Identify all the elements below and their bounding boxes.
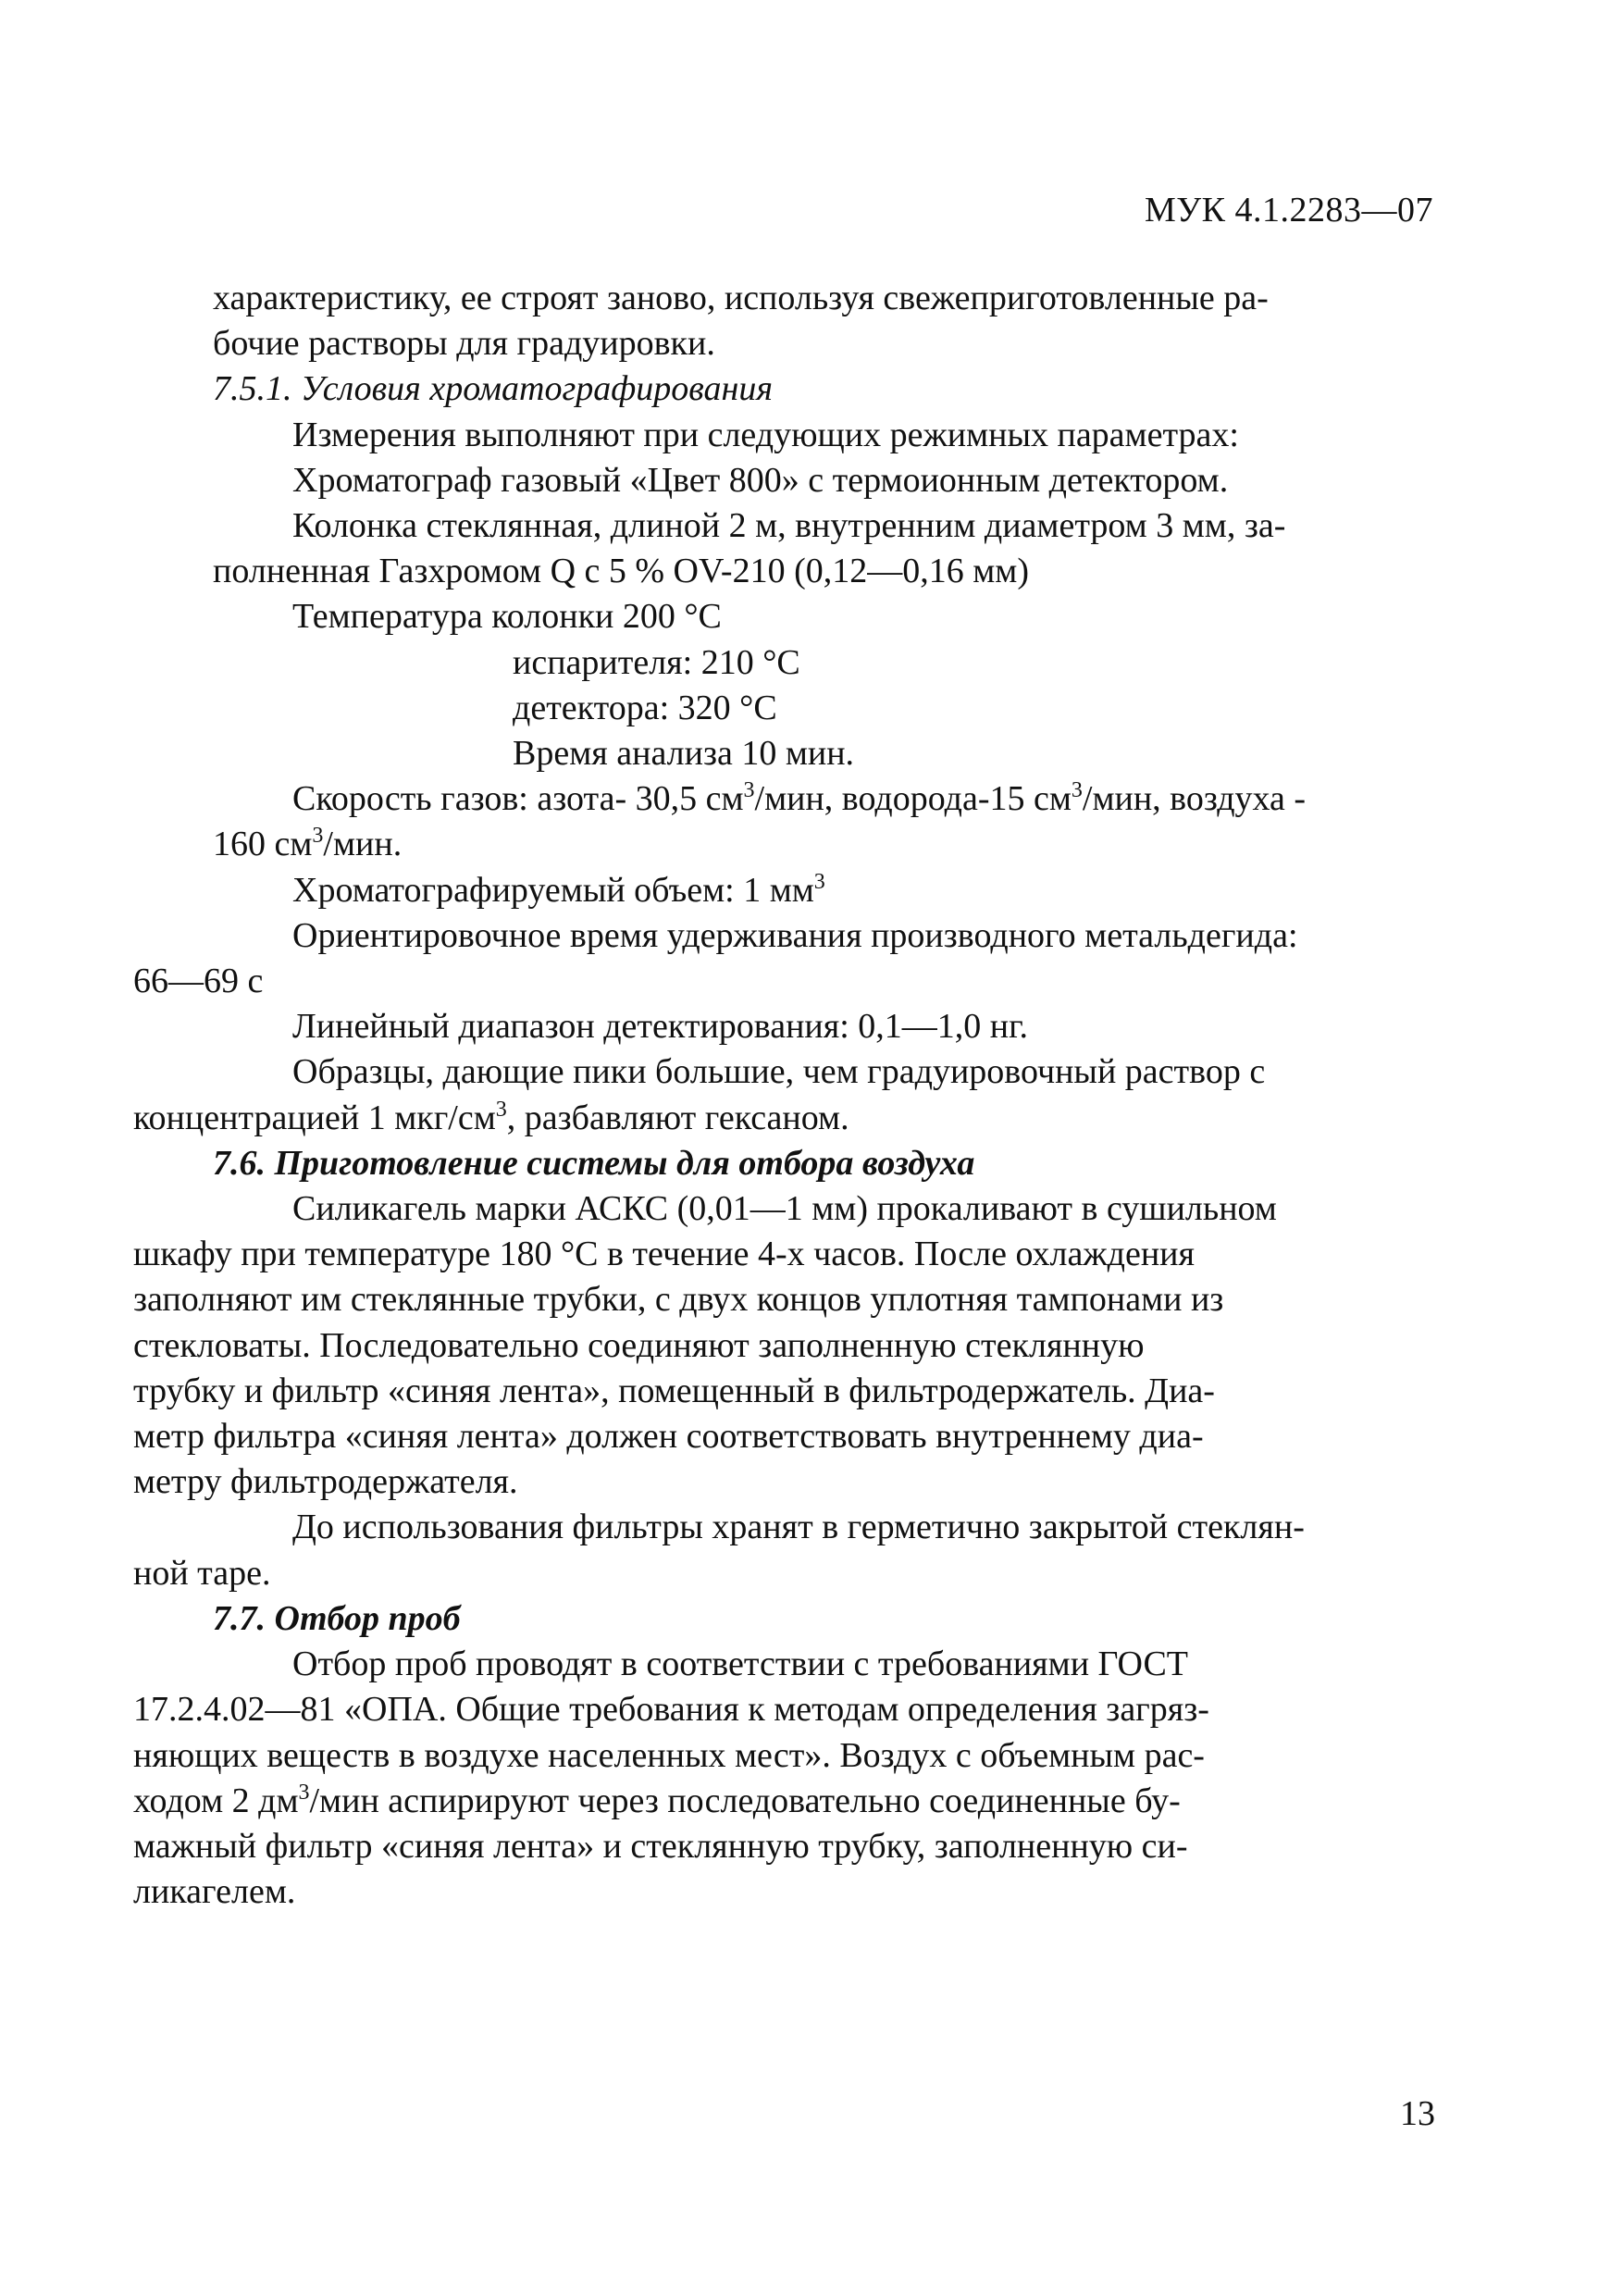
retention-line: Ориентировочное время удерживания производного метальдегида: — [292, 915, 1298, 955]
paragraph-line: мажный фильтр «синяя лента» и стеклянную трубку, заполненную си- — [133, 1826, 1188, 1866]
superscript: 3 — [1071, 778, 1083, 803]
gas-text: /мин. — [323, 825, 403, 864]
samples-paragraph — [133, 1049, 1436, 1140]
gas-text: Скорость газов: азота- 30,5 см — [292, 779, 744, 819]
intro-paragraph — [213, 276, 1436, 366]
superscript: 3 — [743, 778, 755, 803]
column-paragraph — [213, 503, 1436, 594]
page-number: 13 — [1400, 2094, 1435, 2133]
gas-text: /мин, водорода-15 см — [754, 779, 1072, 819]
gas-speed-paragraph — [213, 776, 1436, 867]
volume-line — [213, 868, 1436, 913]
storage-paragraph — [133, 1505, 1436, 1595]
superscript: 3 — [312, 824, 324, 849]
page-body — [133, 276, 1436, 1915]
paragraph-line: няющих веществ в воздухе населенных мест». Воздух с объемным рас- — [133, 1735, 1205, 1775]
gas-text: /мин, воздуха - — [1082, 779, 1307, 819]
paragraph-line: До использования фильтры хранят в герметично закрытой стеклян- — [292, 1508, 1305, 1547]
section-7-6-title: 7.6. Приготовление системы для отбора воздуха — [213, 1143, 975, 1183]
temp-evaporator-line: испарителя: 210 °С — [513, 642, 800, 682]
paragraph-line: Силикагель марки АСКС (0,01—1 мм) прокаливают в сушильном — [292, 1189, 1277, 1229]
paragraph-line: стекловаты. Последовательно соединяют заполненную стеклянную — [133, 1325, 1145, 1365]
intro-line: бочие растворы для градуировки. — [213, 324, 715, 364]
column-line: полненная Газхромом Q с 5 % OV-210 (0,12—0,16 мм) — [213, 552, 1029, 591]
samples-line: Образцы, дающие пики большие, чем градуировочный раствор с — [292, 1052, 1266, 1092]
paragraph-line: трубку и фильтр «синяя лента», помещенный в фильтродержатель. Диа- — [133, 1371, 1215, 1410]
superscript: 3 — [813, 869, 825, 894]
paragraph-line: ной таре. — [133, 1553, 271, 1593]
paragraph-line: ходом 2 дм — [133, 1781, 299, 1820]
samples-text: , разбавляют гексаном. — [506, 1098, 849, 1137]
section-7-7-title: 7.7. Отбор проб — [213, 1598, 461, 1638]
document-code: МУК 4.1.2283—07 — [1144, 191, 1433, 230]
intro-line: характеристику, ее строят заново, используя свежеприготовленные ра- — [213, 279, 1269, 317]
gas-text: 160 см — [213, 825, 313, 864]
measure-line: Измерения выполняют при следующих режимных параметрах: — [292, 415, 1239, 454]
paragraph-line: /мин аспирируют через последовательно соединенные бу- — [309, 1781, 1181, 1820]
paragraph-line: метру фильтродержателя. — [133, 1462, 518, 1502]
temp-column-line: Температура колонки 200 °С — [292, 597, 722, 637]
volume-text: Хроматографируемый объем: 1 мм — [292, 870, 814, 910]
sampling-paragraph — [133, 1642, 1436, 1915]
paragraph-line: Отбор проб проводят в соответствии с требованиями ГОСТ — [292, 1644, 1189, 1684]
chromatograph-line: Хроматограф газовый «Цвет 800» с термоионным детектором. — [292, 460, 1229, 500]
linear-range-line: Линейный диапазон детектирования: 0,1—1,0 нг. — [292, 1007, 1028, 1047]
column-line: Колонка стеклянная, длиной 2 м, внутренним диаметром 3 мм, за- — [292, 506, 1286, 546]
paragraph-line: 17.2.4.02—81 «ОПА. Общие требования к методам определения загряз- — [133, 1690, 1209, 1730]
superscript: 3 — [495, 1097, 507, 1122]
paragraph-line: метр фильтра «синяя лента» должен соответствовать внутреннему диа- — [133, 1417, 1204, 1457]
section-7-5-1-title: 7.5.1. Условия хроматографирования — [213, 369, 774, 409]
paragraph-line: ликагелем. — [133, 1872, 296, 1912]
paragraph-line: шкафу при температуре 180 °С в течение 4-х часов. После охлаждения — [133, 1235, 1195, 1274]
superscript: 3 — [298, 1780, 310, 1805]
retention-paragraph — [133, 913, 1436, 1004]
retention-line: 66—69 с — [133, 962, 264, 1001]
analysis-time-line: Время анализа 10 мин. — [513, 734, 855, 774]
silica-paragraph — [133, 1186, 1436, 1505]
samples-text: концентрацией 1 мкг/см — [133, 1098, 496, 1137]
paragraph-line: заполняют им стеклянные трубки, с двух концов уплотняя тампонами из — [133, 1280, 1224, 1320]
temp-detector-line: детектора: 320 °С — [513, 688, 777, 727]
